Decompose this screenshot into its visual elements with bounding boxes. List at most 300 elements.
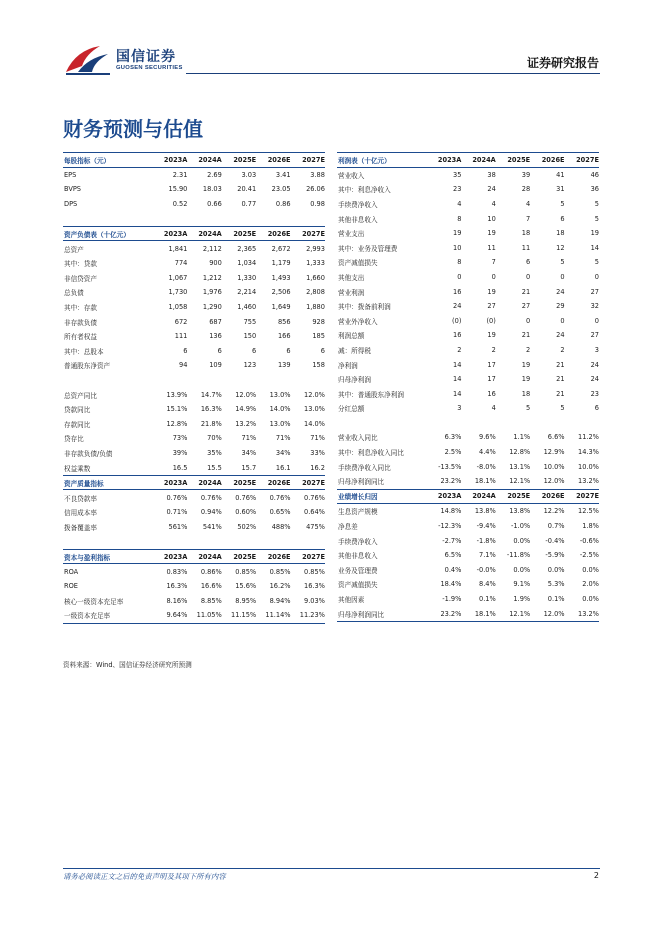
guosen-logo-icon <box>64 44 114 76</box>
row-value: 6.5% <box>444 551 462 560</box>
row-value: 4.4% <box>479 448 496 457</box>
row-value: 6 <box>525 258 531 267</box>
row-value: 5 <box>560 404 565 413</box>
row-value: 2.5% <box>444 448 462 457</box>
row-value: 561% <box>168 522 188 531</box>
row-label: 营业收入 <box>338 171 365 180</box>
row-value: 0.65% <box>269 508 291 517</box>
row-value: 5 <box>560 199 565 208</box>
row-value: 35% <box>207 448 222 457</box>
row-value: 32 <box>590 302 599 311</box>
row-value: 109 <box>209 361 222 370</box>
table-row <box>337 577 599 592</box>
row-value: 16.2% <box>269 582 291 591</box>
row-value: -1.0% <box>511 521 531 530</box>
row-value: 24 <box>590 375 599 384</box>
page-number: 2 <box>593 871 599 880</box>
row-value: 0.86% <box>200 567 222 576</box>
row-value: 4 <box>525 199 531 208</box>
row-value: 13.9% <box>166 390 188 399</box>
table-row <box>337 445 599 460</box>
year-header: 2027E <box>302 229 325 238</box>
table-row <box>63 417 325 432</box>
year-header: 2027E <box>302 155 325 164</box>
row-value: 18 <box>556 229 565 238</box>
row-value: 2,506 <box>271 288 291 297</box>
row-value: 2.0% <box>582 580 599 589</box>
year-header: 2026E <box>267 478 291 487</box>
row-value: 8.94% <box>269 596 291 605</box>
row-value: 9.1% <box>513 580 531 589</box>
row-label: EPS <box>64 170 77 179</box>
row-value: 3 <box>594 345 599 354</box>
row-value: -9.4% <box>476 521 496 530</box>
row-label: 业务及管理费 <box>338 566 378 575</box>
year-header: 2025E <box>233 229 257 238</box>
row-value: 27 <box>521 302 531 311</box>
row-value: 1,880 <box>306 303 325 312</box>
table-row <box>63 344 325 359</box>
row-value: 0.0% <box>513 536 531 545</box>
row-value: 24 <box>556 287 565 296</box>
row-value: 0.7% <box>547 521 565 530</box>
row-label: 生息资产规模 <box>338 508 378 517</box>
row-value: 13.0% <box>269 419 291 428</box>
row-value: 23 <box>453 185 462 194</box>
row-value: 5 <box>560 258 565 267</box>
guosen-logo <box>64 44 184 76</box>
row-value: 13.2% <box>235 419 257 428</box>
row-value: 27 <box>590 331 599 340</box>
row-value: 27 <box>590 287 599 296</box>
row-value: 2,214 <box>237 288 257 297</box>
source-note: 资料来源：Wind、国信证券经济研究所预测 <box>63 661 192 669</box>
row-label: 总资产同比 <box>64 391 97 400</box>
row-label: 其他因素 <box>338 595 365 604</box>
row-label: 资产减值损失 <box>338 581 378 590</box>
year-header: 2024A <box>472 155 496 164</box>
row-value: 1,460 <box>237 303 257 312</box>
row-value: 16.3% <box>304 582 325 591</box>
row-value: 1.9% <box>513 594 531 603</box>
year-header: 2023A <box>437 492 462 501</box>
row-value: 185 <box>312 332 325 341</box>
row-value: 11 <box>487 243 496 252</box>
row-label: 利润总额 <box>338 332 365 341</box>
row-value: 28 <box>521 185 531 194</box>
row-label: 营业收入同比 <box>338 434 378 443</box>
row-value: 13.0% <box>269 390 291 399</box>
row-value: 0.71% <box>166 508 188 517</box>
table-row <box>63 534 325 549</box>
row-label: 营业利润 <box>338 288 365 297</box>
table-row <box>337 182 599 197</box>
year-header: 2026E <box>267 552 291 561</box>
row-label: BVPS <box>64 185 81 194</box>
row-value: 1,660 <box>306 273 325 282</box>
row-value: 38 <box>487 170 496 179</box>
row-value: 1,330 <box>237 273 257 282</box>
row-value: 14 <box>453 360 462 369</box>
row-value: 12.8% <box>166 419 188 428</box>
table-row <box>337 416 599 431</box>
row-value: 12.1% <box>509 477 531 486</box>
table-row <box>337 284 599 299</box>
row-value: 6.6% <box>547 433 565 442</box>
row-value: 2 <box>491 345 496 354</box>
row-label: 净利润 <box>338 361 358 370</box>
row-value: 0.85% <box>269 567 291 576</box>
row-label: 手续费净收入 <box>338 200 378 209</box>
row-value: -0.0% <box>476 565 496 574</box>
row-value: 158 <box>312 361 325 370</box>
row-value: 6 <box>286 346 291 355</box>
row-value: 139 <box>277 361 291 370</box>
row-value: 12 <box>556 243 565 252</box>
year-header: 2025E <box>233 478 257 487</box>
row-label: 信用成本率 <box>64 509 97 518</box>
table-header <box>63 549 325 565</box>
row-value: 23.2% <box>440 609 462 618</box>
table-row <box>63 314 325 329</box>
table-row <box>337 226 599 241</box>
table-row <box>337 343 599 358</box>
year-header: 2023A <box>163 155 188 164</box>
table-row <box>63 358 325 373</box>
row-value: 18.03 <box>202 185 222 194</box>
row-label: 非信贷资产 <box>64 274 97 283</box>
row-value: 18 <box>521 229 531 238</box>
table-row <box>63 593 325 608</box>
row-value: 1.8% <box>582 521 599 530</box>
row-label: 其中：总股本 <box>64 347 104 356</box>
row-value: 17 <box>487 360 496 369</box>
row-value: 34% <box>275 448 291 457</box>
row-value: 19 <box>487 287 496 296</box>
table-row <box>337 459 599 474</box>
right-tables <box>337 152 599 622</box>
row-value: 24 <box>556 331 565 340</box>
year-header: 2024A <box>198 229 222 238</box>
row-value: -8.0% <box>476 462 496 471</box>
row-value: 2 <box>525 345 531 354</box>
row-value: 70% <box>207 434 222 443</box>
row-value: 502% <box>237 522 257 531</box>
table-row <box>63 373 325 388</box>
table-row <box>337 430 599 445</box>
row-value: 8.95% <box>235 596 257 605</box>
year-header: 2024A <box>198 552 222 561</box>
row-value: 541% <box>202 522 222 531</box>
row-value: 6 <box>594 404 599 413</box>
table-row <box>63 300 325 315</box>
row-value: 0.76% <box>166 493 188 502</box>
row-value: 488% <box>271 522 291 531</box>
row-value: 672 <box>174 317 188 326</box>
report-type-label: 证券研究报告 <box>526 56 599 70</box>
row-value: 1,333 <box>306 259 325 268</box>
row-value: 0.60% <box>235 508 257 517</box>
row-value: 27 <box>487 302 496 311</box>
row-label: 归母净利润同比 <box>338 478 385 487</box>
row-value: 1,841 <box>168 244 188 253</box>
year-header: 2023A <box>163 478 188 487</box>
row-value: 0.1% <box>479 594 496 603</box>
row-value: 0.76% <box>269 493 291 502</box>
row-value: 0.76% <box>235 493 257 502</box>
row-value: 2.69 <box>207 170 222 179</box>
row-value: 11 <box>521 243 531 252</box>
row-value: 19 <box>487 229 496 238</box>
logo-text-cn: 国信证券 <box>116 49 176 65</box>
table-row <box>337 606 599 621</box>
row-value: 12.2% <box>543 507 565 516</box>
row-value: 24 <box>453 302 462 311</box>
row-value: 7 <box>525 214 531 223</box>
table-row <box>337 357 599 372</box>
row-value: 5.3% <box>547 580 565 589</box>
year-header: 2026E <box>267 229 291 238</box>
row-label: 贷存比 <box>64 435 84 444</box>
row-value: 2,808 <box>306 288 325 297</box>
row-value: 2 <box>560 345 565 354</box>
row-value: 6 <box>560 214 565 223</box>
table-header <box>337 489 599 505</box>
row-value: 18.1% <box>474 477 496 486</box>
table-row <box>63 211 325 226</box>
row-value: 21 <box>521 287 531 296</box>
row-value: 16 <box>487 389 496 398</box>
row-value: 39% <box>172 448 188 457</box>
row-value: 18 <box>521 389 531 398</box>
row-value: 3.88 <box>310 170 325 179</box>
row-value: 0 <box>560 316 565 325</box>
row-value: 15.7 <box>241 463 257 472</box>
row-value: -0.4% <box>545 536 565 545</box>
footer-disclaimer: 请务必阅读正文之后的免责声明及其项下所有内容 <box>63 872 226 881</box>
row-value: 6 <box>251 346 257 355</box>
row-value: 13.2% <box>578 609 599 618</box>
row-value: 20.41 <box>237 185 257 194</box>
row-label: 手续费净收入 <box>338 537 378 546</box>
year-header: 2025E <box>233 552 257 561</box>
row-value: 0 <box>525 316 531 325</box>
year-header: 2023A <box>163 229 188 238</box>
table-row <box>337 401 599 416</box>
row-label: 减：所得税 <box>338 346 371 355</box>
row-value: 21.8% <box>200 419 222 428</box>
row-label: 非存款负债/负债 <box>64 449 113 458</box>
year-header: 2024A <box>198 155 222 164</box>
table-row <box>63 182 325 197</box>
row-value: 687 <box>209 317 222 326</box>
row-label: 权益乘数 <box>64 464 91 473</box>
row-label: 总负债 <box>64 289 84 298</box>
row-value: 0.98 <box>310 199 325 208</box>
row-value: 2,993 <box>306 244 325 253</box>
year-header: 2023A <box>437 155 462 164</box>
table-row <box>63 329 325 344</box>
table-row <box>337 168 599 183</box>
row-value: 3.03 <box>241 170 257 179</box>
year-header: 2024A <box>198 478 222 487</box>
year-header: 2027E <box>576 155 599 164</box>
row-value: 9.03% <box>304 596 325 605</box>
row-value: 0.0% <box>547 565 565 574</box>
row-value: 8.4% <box>479 580 496 589</box>
row-value: 123 <box>243 361 257 370</box>
table-title: 利润表（十亿元） <box>338 156 391 165</box>
row-value: -1.9% <box>442 594 462 603</box>
row-value: 3 <box>457 404 462 413</box>
row-value: 24 <box>487 185 496 194</box>
row-value: 10 <box>453 243 462 252</box>
row-value: 19 <box>590 229 599 238</box>
table-row <box>337 533 599 548</box>
table-row <box>63 256 325 271</box>
row-value: 14.8% <box>440 507 462 516</box>
row-value: 10 <box>487 214 496 223</box>
year-header: 2026E <box>267 155 291 164</box>
table-title: 资本与盈利指标 <box>64 553 111 562</box>
row-value: (0) <box>486 316 496 325</box>
row-value: 0.1% <box>547 594 565 603</box>
table-title: 资产质量指标 <box>64 479 104 488</box>
row-value: 13.1% <box>509 462 531 471</box>
row-value: 11.14% <box>265 611 291 620</box>
row-value: 71% <box>275 434 291 443</box>
row-value: 15.5 <box>207 463 222 472</box>
table-row <box>63 402 325 417</box>
row-value: 1,179 <box>271 259 291 268</box>
row-value: 11.23% <box>299 611 325 620</box>
row-value: 1,290 <box>202 303 222 312</box>
row-value: 0.0% <box>582 565 599 574</box>
row-value: 14.0% <box>269 405 291 414</box>
table-header <box>63 152 325 168</box>
row-label: 其中：利息净收入 <box>338 186 391 195</box>
footer-divider <box>63 868 600 869</box>
row-label: 净息差 <box>338 522 358 531</box>
row-value: 18.1% <box>474 609 496 618</box>
row-value: 15.6% <box>235 582 257 591</box>
row-value: 0.0% <box>513 565 531 574</box>
table-row <box>63 197 325 212</box>
row-label: 一级资本充足率 <box>64 612 111 621</box>
row-value: 755 <box>243 317 257 326</box>
row-value: 23.05 <box>271 185 291 194</box>
row-label: 其中：贷款 <box>64 260 97 269</box>
row-value: 16 <box>453 331 462 340</box>
row-value: 34% <box>241 448 257 457</box>
table-row <box>337 592 599 607</box>
row-label: 其中：存款 <box>64 304 97 313</box>
row-value: 111 <box>174 332 188 341</box>
table-row <box>63 387 325 402</box>
row-value: 11.15% <box>231 611 257 620</box>
row-value: 19 <box>487 331 496 340</box>
table-row <box>337 197 599 212</box>
row-value: 0.76% <box>200 493 222 502</box>
page-title: 财务预测与估值 <box>63 117 203 141</box>
row-value: 1,976 <box>202 288 222 297</box>
row-value: 7.1% <box>479 551 496 560</box>
row-value: 1,058 <box>168 303 188 312</box>
row-value: 23.2% <box>440 477 462 486</box>
row-value: 14 <box>453 375 462 384</box>
row-value: 16.2 <box>310 463 325 472</box>
row-value: 856 <box>277 317 291 326</box>
table-row <box>337 240 599 255</box>
row-value: 8.16% <box>166 596 188 605</box>
table-row <box>63 431 325 446</box>
row-label: 归母净利润同比 <box>338 610 385 619</box>
row-value: 5 <box>594 214 599 223</box>
row-value: 1,034 <box>237 259 257 268</box>
row-value: 150 <box>243 332 257 341</box>
row-value: -2.7% <box>442 536 462 545</box>
row-value: 6 <box>183 346 188 355</box>
row-value: 0.85% <box>235 567 257 576</box>
row-value: 21 <box>521 331 531 340</box>
row-label: 存款同比 <box>64 420 91 429</box>
row-label: DPS <box>64 199 78 208</box>
row-value: 0.86 <box>275 199 291 208</box>
table-row <box>63 168 325 183</box>
row-value: 12.1% <box>509 609 531 618</box>
row-value: 3.41 <box>275 170 291 179</box>
row-value: 21 <box>556 375 565 384</box>
table-row <box>337 270 599 285</box>
row-value: 0.76% <box>304 493 325 502</box>
row-value: (0) <box>452 316 462 325</box>
row-value: 2,672 <box>271 244 291 253</box>
row-value: 0 <box>525 272 531 281</box>
row-value: 8.85% <box>200 596 222 605</box>
row-value: 14.9% <box>235 405 257 414</box>
row-value: -5.9% <box>545 551 565 560</box>
row-value: 0 <box>594 316 599 325</box>
row-label: 其中：利息净收入同比 <box>338 449 404 458</box>
row-value: 13.8% <box>474 507 496 516</box>
row-value: 11.05% <box>196 611 222 620</box>
row-value: 19 <box>453 229 462 238</box>
table-header <box>337 152 599 168</box>
row-value: 16.3% <box>200 405 222 414</box>
table-row <box>337 211 599 226</box>
row-value: 18.4% <box>440 580 462 589</box>
row-label: 核心一级资本充足率 <box>64 597 124 606</box>
row-value: 5 <box>594 199 599 208</box>
row-value: 15.90 <box>168 185 188 194</box>
row-value: 0.64% <box>304 508 325 517</box>
row-value: 0 <box>491 272 496 281</box>
row-value: -13.5% <box>438 462 462 471</box>
table-row <box>337 386 599 401</box>
row-value: 1,212 <box>202 273 222 282</box>
row-value: 16.6% <box>200 582 222 591</box>
row-label: 手续费净收入同比 <box>338 463 391 472</box>
table-row <box>63 520 325 535</box>
row-value: 14.7% <box>200 390 222 399</box>
table-row <box>337 504 599 519</box>
row-value: 19 <box>521 360 531 369</box>
row-value: 39 <box>521 170 531 179</box>
row-value: 12.0% <box>235 390 257 399</box>
row-label: 分红总额 <box>338 405 365 414</box>
row-value: 0 <box>457 272 462 281</box>
table-row <box>63 505 325 520</box>
